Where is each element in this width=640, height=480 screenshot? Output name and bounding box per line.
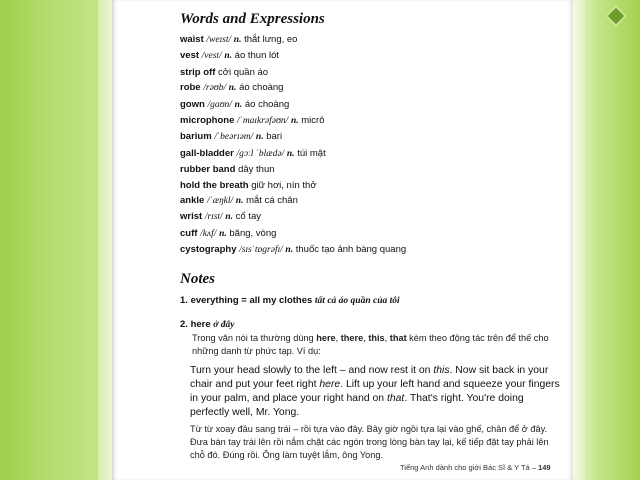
vocab-ipa: /vest/	[201, 51, 222, 62]
vocab-ipa: /ˈbeərɪəm/	[214, 132, 254, 143]
slide-frame-left	[0, 0, 112, 480]
vocab-pos: n.	[228, 83, 237, 94]
vocab-pos: n.	[234, 99, 243, 110]
notes-heading: Notes	[180, 270, 215, 287]
vocab-item	[180, 80, 560, 96]
vocab-meaning: thắt lưng, eo	[244, 34, 298, 45]
vocab-ipa: /ˈmaɪkrəfəʊn/	[237, 116, 289, 127]
vocab-item	[180, 178, 560, 193]
vocab-pos: n.	[219, 228, 227, 239]
vocab-term: microphone	[180, 115, 235, 127]
vocab-meaning: túi mật	[297, 147, 326, 159]
page-content	[180, 10, 560, 462]
vocab-ipa: /weɪst/	[206, 35, 232, 45]
vocab-meaning: băng, vòng	[229, 227, 277, 239]
vocab-term: rubber band	[180, 164, 236, 176]
vocab-item	[180, 129, 560, 145]
vocab-item	[180, 146, 560, 162]
vocab-term: cuff	[180, 227, 198, 239]
vocab-pos: n.	[224, 51, 233, 62]
vocab-term: cystography	[180, 244, 237, 256]
vocab-item	[180, 113, 560, 129]
vocab-item	[180, 209, 560, 225]
page-number: 149	[538, 463, 551, 472]
vocab-ipa: /sɪsˈtɒgrəfɪ/	[239, 245, 283, 256]
vocab-term: strip off	[180, 66, 216, 78]
vocab-pos: n.	[233, 35, 242, 45]
vocab-pos: n.	[285, 245, 294, 256]
vocabulary-list	[180, 32, 560, 259]
vocab-meaning: mắt cá chân	[246, 195, 298, 207]
vocab-ipa: /kʌf/	[200, 228, 217, 239]
vocab-meaning: bari	[266, 131, 283, 143]
vocab-item	[180, 162, 560, 177]
vocab-pos: n.	[235, 196, 244, 207]
vocab-ipa: /gaʊn/	[207, 99, 232, 110]
vocab-term: gown	[180, 98, 205, 110]
vocab-meaning: giữ hơi, nín thở	[251, 179, 317, 191]
vocab-term: gall-bladder	[180, 147, 234, 159]
vocab-term: hold the breath	[180, 179, 249, 191]
vocab-item	[180, 242, 560, 258]
vocab-ipa: /rɪst/	[204, 212, 223, 223]
vocab-term: barium	[180, 131, 212, 143]
vocab-pos: n.	[255, 132, 264, 143]
slide-frame-right	[573, 0, 640, 480]
example-vietnamese: Từ từ xoay đầu sang trái – rồi tựa vào đây. Bây giờ ngồi tựa lại vào ghế, chân để ở đây. Đưa bàn tay trái lên rồi nắm chặt các ngón trong lòng bàn tay lại, kế tiếp đặt tay phải lên chỗ đó. Đúng rồi. Ông làm tuyệt lắm, ông Yong.	[190, 423, 549, 460]
vocab-item	[180, 48, 560, 64]
vocab-term: wrist	[180, 211, 203, 223]
vocab-pos: n.	[225, 212, 234, 223]
vocab-meaning: dây thun	[238, 164, 275, 176]
vocab-item	[180, 65, 560, 80]
vocab-pos: n.	[286, 148, 295, 159]
vocab-ipa: /ˈæŋkl/	[206, 196, 234, 207]
vocab-item	[180, 193, 560, 209]
book-page	[112, 0, 573, 480]
vocab-item	[180, 97, 560, 113]
vocab-meaning: cởi quần áo	[218, 66, 269, 78]
note-1: 1. everything = all my clothes tất cả áo quần của tôi	[180, 294, 400, 306]
example-english: Turn your head slowly to the left – and now rest it on this. Now sit back in your chair and put your feet right here. Lift up your left hand and squeeze your fingers in your palm, and place your right hand on that. That's right. You're doing perfectly well, Mr. Yong.	[190, 364, 560, 418]
vocab-meaning: áo thun lót	[234, 50, 280, 62]
vocab-meaning: cổ tay	[235, 211, 262, 223]
vocab-term: ankle	[180, 195, 205, 207]
vocab-term: waist	[180, 34, 204, 45]
vocab-item	[180, 226, 560, 242]
page-footer: Tiếng Anh dành cho giới Bác Sĩ & Y Tá – 149	[400, 463, 551, 472]
vocab-term: vest	[180, 50, 200, 62]
vocab-pos: n.	[290, 116, 299, 127]
words-heading: Words and Expressions	[180, 11, 325, 27]
vocab-ipa: /rəʊb/	[203, 83, 227, 94]
vocab-meaning: áo choàng	[244, 98, 290, 110]
vocab-term: robe	[180, 82, 201, 94]
note-2-intro: Trong văn nói ta thường dùng here, there, this, that kèm theo động tác trên để thế cho những danh từ phức tạp. Ví dụ:	[192, 332, 549, 356]
note-2-title: 2. here ở đây	[180, 318, 235, 330]
vocab-ipa: /gɔːl ˈblædə/	[236, 148, 285, 159]
vocab-meaning: thuốc tạo ảnh bàng quang	[295, 244, 407, 256]
vocab-meaning: áo choàng	[239, 82, 284, 94]
vocab-meaning: micrô	[301, 115, 325, 127]
vocab-item	[180, 32, 560, 48]
